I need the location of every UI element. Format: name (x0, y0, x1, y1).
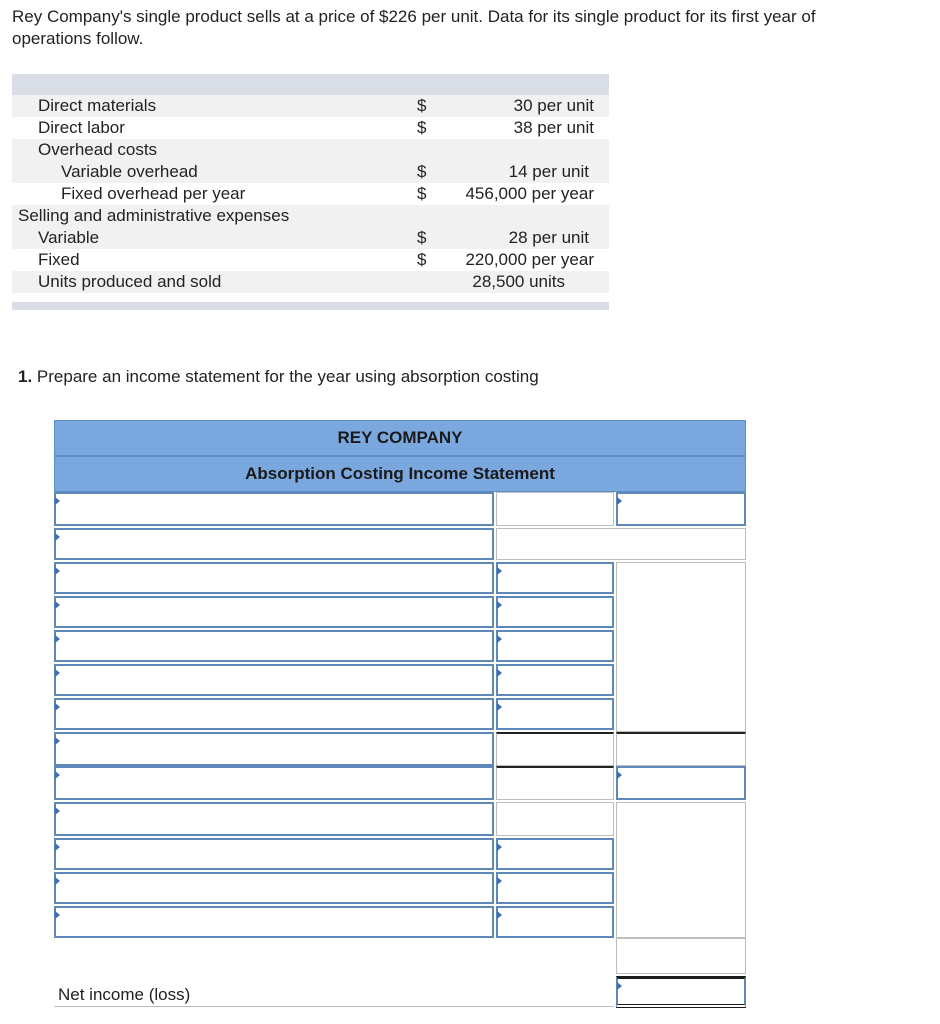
row-1-amount-cell (496, 492, 614, 526)
row-14-total-cell (616, 938, 746, 974)
cost-data-table (12, 74, 609, 310)
net-income-total-input[interactable] (616, 976, 746, 1008)
data-value: 220,000 per year (465, 250, 594, 269)
data-row-selling-admin (12, 205, 609, 227)
dollar-sign: $ (417, 118, 427, 137)
data-row-variable-selling (12, 227, 609, 249)
dollar-sign: $ (417, 250, 427, 269)
company-name-header: REY COMPANY (54, 420, 746, 456)
row-10-label-input[interactable] (54, 802, 494, 836)
row-13-amount-input[interactable] (496, 906, 614, 938)
row-3-label-input[interactable] (54, 562, 494, 594)
row-11-label-input[interactable] (54, 838, 494, 870)
problem-intro (12, 6, 932, 50)
data-label: Direct materials (38, 96, 157, 115)
data-row-variable-overhead (12, 161, 609, 183)
row-7-amount-input[interactable] (496, 698, 614, 730)
data-value: 28 per unit (508, 228, 589, 247)
net-income-label: Net income (loss) (58, 985, 191, 1004)
row-7-label-input[interactable] (54, 698, 494, 730)
question-1 (18, 366, 539, 388)
data-row-overhead-costs (12, 139, 609, 161)
data-label: Overhead costs (38, 140, 158, 159)
row-3-amount-input[interactable] (496, 562, 614, 594)
row-8-amount-cell (496, 732, 614, 766)
row-2-blank-cell (496, 528, 746, 560)
question-text: Prepare an income statement for the year using absorption costing (32, 367, 539, 386)
data-table-bottom-bar (12, 302, 609, 310)
dollar-sign: $ (417, 228, 427, 247)
rows-10-13-total-blank (616, 802, 746, 938)
data-value: 30 per unit (513, 96, 594, 115)
row-11-amount-input[interactable] (496, 838, 614, 870)
data-label: Fixed (38, 250, 80, 269)
data-row-units (12, 271, 609, 293)
row-6-amount-input[interactable] (496, 664, 614, 696)
row-12-label-input[interactable] (54, 872, 494, 904)
data-row-direct-materials (12, 95, 609, 117)
row-8-label-input[interactable] (54, 732, 494, 766)
data-label: Variable overhead (61, 162, 198, 181)
data-label: Direct labor (38, 118, 125, 137)
row-5-amount-input[interactable] (496, 630, 614, 662)
data-table-top-bar (12, 74, 609, 95)
data-value: 38 per unit (513, 118, 594, 137)
row-5-label-input[interactable] (54, 630, 494, 662)
row-1-label-input[interactable] (54, 492, 494, 526)
data-label: Variable (38, 228, 100, 247)
intro-line-2: operations follow. (12, 29, 144, 48)
dollar-sign: $ (417, 162, 427, 181)
row-2-label-input[interactable] (54, 528, 494, 560)
intro-line-1: Rey Company's single product sells at a price of $226 per unit. Data for its single product for its first year of (12, 7, 816, 26)
row-10-amount-cell (496, 802, 614, 836)
statement-title-header: Absorption Costing Income Statement (54, 456, 746, 492)
rows-3-7-total-blank (616, 562, 746, 732)
data-label: Units produced and sold (38, 272, 222, 291)
data-row-fixed-overhead (12, 183, 609, 205)
data-row-direct-labor (12, 117, 609, 139)
data-value: 456,000 per year (465, 184, 594, 203)
net-income-rule (54, 1006, 614, 1007)
dollar-sign: $ (417, 96, 427, 115)
data-value: 14 per unit (508, 162, 589, 181)
row-6-label-input[interactable] (54, 664, 494, 696)
row-4-label-input[interactable] (54, 596, 494, 628)
dollar-sign: $ (417, 184, 427, 203)
row-9-amount-cell (496, 766, 614, 800)
row-12-amount-input[interactable] (496, 872, 614, 904)
question-number: 1. (18, 367, 33, 386)
row-8-total-cell (616, 732, 746, 766)
data-label: Selling and administrative expenses (18, 206, 290, 225)
row-1-total-input[interactable] (616, 492, 746, 526)
data-row-fixed-selling (12, 249, 609, 271)
data-label: Fixed overhead per year (61, 184, 246, 203)
row-9-total-input[interactable] (616, 766, 746, 800)
data-value: 28,500 units (472, 272, 565, 291)
row-9-label-input[interactable] (54, 766, 494, 800)
row-13-label-input[interactable] (54, 906, 494, 938)
row-4-amount-input[interactable] (496, 596, 614, 628)
